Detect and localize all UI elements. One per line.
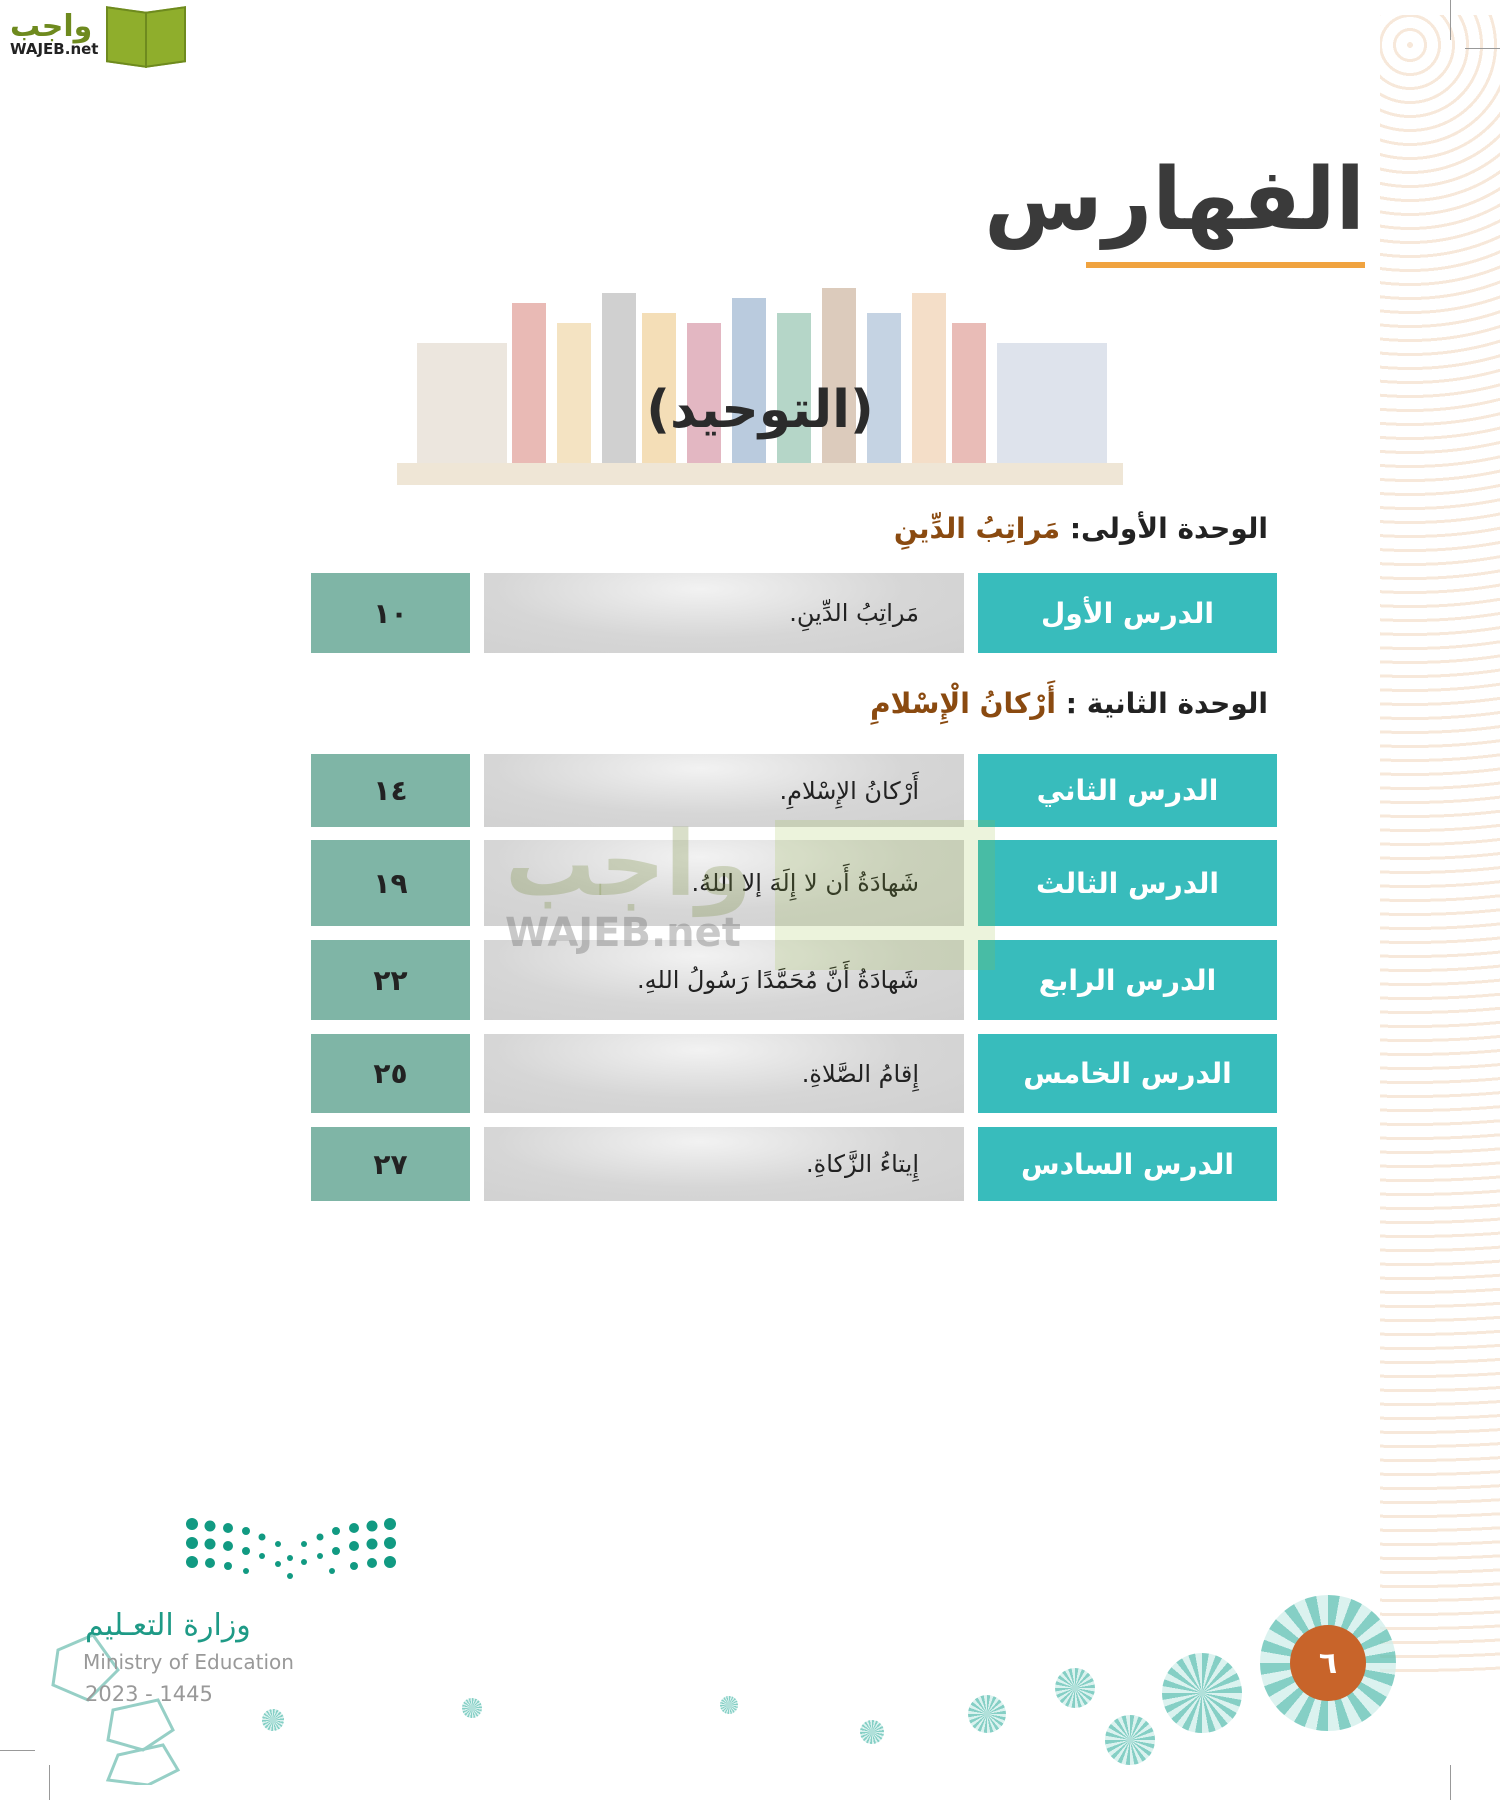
page-number: ٦ [1290,1625,1366,1701]
logo-latin: WAJEB.net [10,39,99,58]
rosette-ornament [1162,1653,1242,1733]
topic-cell: شَهادَةُ أَنَّ مُحَمَّدًا رَسُولُ اللهِ. [484,940,964,1020]
page-number-cell: ٢٢ [311,940,470,1020]
decorative-border [1380,15,1500,1675]
topic-cell: إِيتاءُ الزَّكاةِ. [484,1127,964,1201]
watermark-book-icon [775,820,995,970]
lesson-cell: الدرس الثاني [978,754,1277,827]
unit-name: أَرْكانُ الْإِسْلامِ [870,687,1057,720]
rosette-ornament [968,1695,1006,1733]
page-number-cell: ١٩ [311,840,470,926]
crop-mark [1450,1765,1451,1800]
banner-label: (التوحيد) [646,380,874,440]
crop-mark [0,1750,35,1751]
rosette-ornament [1105,1715,1155,1765]
lesson-cell: الدرس الثالث [978,840,1277,926]
table-row[interactable] [311,1127,1277,1201]
topic-cell: إِقامُ الصَّلاةِ. [484,1034,964,1113]
bookshelf-banner [397,280,1123,485]
crop-mark [1465,48,1500,49]
rosette-ornament [860,1720,884,1744]
table-row[interactable] [311,1034,1277,1113]
rosette-ornament [262,1709,284,1731]
page-number-cell: ٢٧ [311,1127,470,1201]
lesson-cell: الدرس الرابع [978,940,1277,1020]
page-number-cell: ١٤ [311,754,470,827]
ministry-year: 2023 - 1445 [85,1682,213,1706]
page-title: الفهارس [984,150,1365,250]
page-number-cell: ١٠ [311,573,470,653]
unit-name: مَراتِبُ الدِّينِ [893,512,1061,545]
table-row[interactable] [311,754,1277,827]
topic-cell: شَهادَةُ أَن لا إِلَهَ إلا اللهُ. [484,840,964,926]
ministry-name-arabic: وزارة التعـليم [85,1608,251,1643]
ministry-dots-logo [186,1518,396,1588]
title-underline [1086,262,1365,268]
crop-mark [1450,0,1451,40]
watermark [505,812,752,956]
topic-cell: مَراتِبُ الدِّينِ. [484,573,964,653]
table-row[interactable] [311,573,1277,653]
lesson-cell: الدرس الأول [978,573,1277,653]
rosette-ornament [462,1698,482,1718]
watermark-latin: WAJEB.net [505,910,741,956]
page-number-cell: ٢٥ [311,1034,470,1113]
unit-heading [870,687,1268,720]
lesson-cell: الدرس السادس [978,1127,1277,1201]
unit-label: الوحدة الثانية : [1065,687,1268,720]
topic-cell: أَرْكانُ الإِسْلامِ. [484,754,964,827]
rosette-ornament [1055,1668,1095,1708]
rosette-ornament [720,1696,738,1714]
lesson-cell: الدرس الخامس [978,1034,1277,1113]
wajeb-logo[interactable] [10,5,186,63]
unit-heading [894,512,1268,545]
ministry-name-english: Ministry of Education [83,1650,294,1674]
unit-label: الوحدة الأولى: [1069,512,1268,545]
watermark-arabic: واجب [505,812,752,917]
book-icon [106,5,186,63]
logo-arabic: واجب [10,8,93,44]
